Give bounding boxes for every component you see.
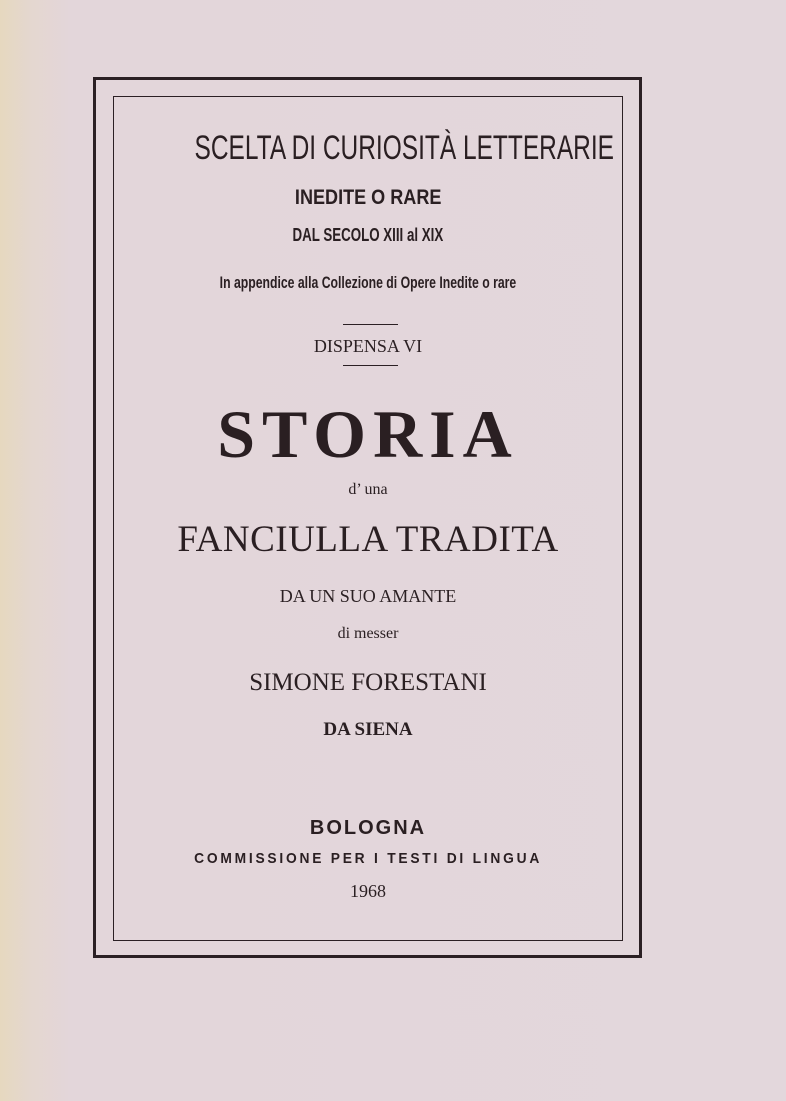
imprint-city: BOLOGNA [309, 817, 427, 839]
title-subject: FANCIULLA TRADITA [177, 519, 559, 560]
author-origin: DA SIENA [323, 719, 413, 740]
city-line [113, 818, 623, 838]
appendix-note: In appendice alla Collezione di Opere Inedite o rare [219, 273, 517, 292]
series-title-line [113, 131, 623, 165]
imprint-publisher: COMMISSIONE PER I TESTI DI LINGUA [194, 850, 542, 867]
rule-bottom [343, 365, 398, 366]
author-prefix: di messer [337, 625, 399, 642]
issue-number: DISPENSA VI [313, 336, 423, 356]
period: DAL SECOLO XIII al XIX [292, 225, 444, 245]
title-connector: d’ una [348, 481, 388, 498]
publisher-line [113, 851, 623, 867]
period-line [113, 226, 623, 245]
author-name: SIMONE FORESTANI [249, 669, 487, 696]
series-title: SCELTA DI CURIOSITÀ LETTERARIE [194, 129, 614, 167]
series-subtitle: INEDITE O RARE [294, 186, 442, 209]
title-detail: DA UN SUO AMANTE [279, 586, 457, 606]
series-subtitle-line [113, 187, 623, 208]
rule-top [343, 324, 398, 325]
main-title: STORIA [217, 396, 519, 472]
imprint-year: 1968 [350, 881, 386, 901]
appendix-line [113, 274, 623, 292]
